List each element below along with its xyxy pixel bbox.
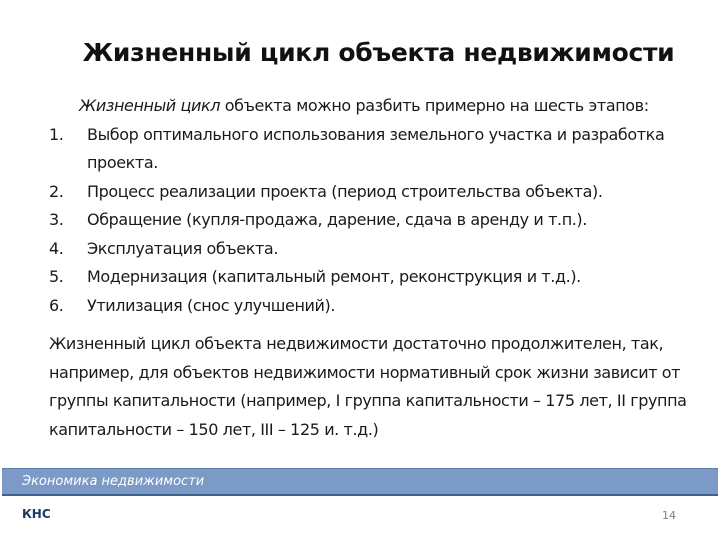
page-number: 14	[662, 509, 676, 522]
step-text: Выбор оптимального использования земельного участка и разработка проекта.	[87, 124, 665, 172]
lifecycle-steps-list	[49, 121, 714, 321]
intro-paragraph	[79, 92, 714, 121]
intro-text: объекта можно разбить примерно на шесть этапов:	[220, 96, 649, 115]
step-text: Модернизация (капитальный ремонт, реконструкция и т.д.).	[87, 267, 581, 286]
footer-course-title: Экономика недвижимости	[22, 474, 205, 489]
step-text: Обращение (купля-продажа, дарение, сдача в аренду и т.п.).	[87, 210, 587, 229]
step-number: 2.	[49, 181, 64, 201]
slide-title: Жизненный цикл объекта недвижимости	[82, 38, 675, 67]
step-text: Эксплуатация объекта.	[87, 238, 278, 258]
summary-paragraph: Жизненный цикл объекта недвижимости достаточно продолжителен, так, например, для объектов недвижимости нормативный срок жизни зависит от группы капитальности (например, I группа капитальности – 175 лет, II группа капитальности – 150 лет, III – 125 и. т.д.)	[49, 334, 687, 439]
footer-author: КНС	[22, 507, 51, 521]
step-number: 5.	[49, 267, 64, 286]
list-item	[49, 235, 714, 264]
intro-lead: Жизненный цикл	[79, 96, 221, 115]
step-number: 6.	[49, 295, 64, 315]
list-item	[49, 206, 714, 235]
slide-content	[49, 92, 714, 444]
list-item	[49, 178, 714, 207]
step-number: 1.	[49, 124, 64, 144]
step-number: 3.	[49, 210, 64, 229]
list-item	[49, 292, 714, 321]
list-item	[49, 263, 714, 292]
list-item	[49, 121, 714, 178]
step-text: Утилизация (снос улучшений).	[87, 295, 336, 315]
step-text: Процесс реализации проекта (период строительства объекта).	[87, 181, 603, 201]
step-number: 4.	[49, 238, 64, 258]
